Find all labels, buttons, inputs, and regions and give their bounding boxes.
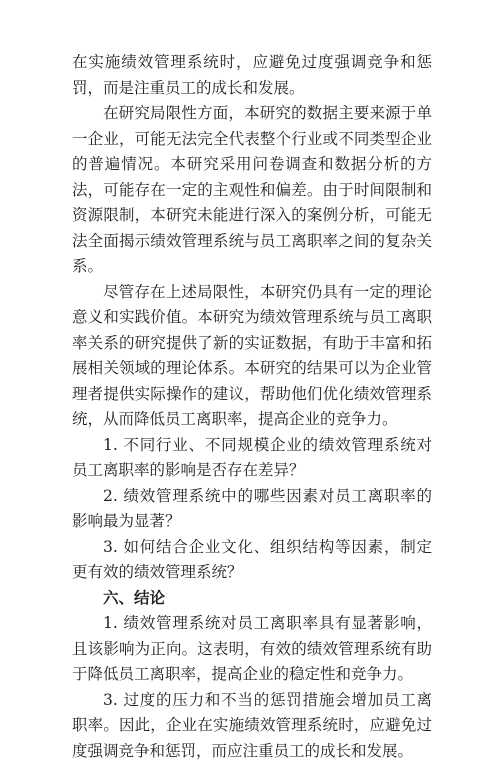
conclusion-3: 3. 过度的压力和不当的惩罚措施会增加员工离职率。因此，企业在实施绩效管理系统时，应避免过度强调竞争和惩罚，而应注重员工的成长和发展。 <box>72 688 432 764</box>
paragraph-1: 在实施绩效管理系统时，应避免过度强调竞争和惩罚，而是注重员工的成长和发展。 <box>72 50 432 101</box>
section-heading: 六、结论 <box>72 586 432 612</box>
conclusion-1: 1. 绩效管理系统对员工离职率具有显著影响，且该影响为正向。这表明，有效的绩效管理系统有助于降低员工离职率，提高企业的稳定性和竞争力。 <box>72 611 432 688</box>
list-item-1: 1. 不同行业、不同规模企业的绩效管理系统对员工离职率的影响是否存在差异？ <box>72 433 432 484</box>
paragraph-2: 在研究局限性方面，本研究的数据主要来源于单一企业，可能无法完全代表整个行业或不同类型企业的普遍情况。本研究采用问卷调查和数据分析的方法，可能存在一定的主观性和偏差。由于时间限制和资源限制，本研究未能进行深入的案例分析，可能无法全面揭示绩效管理系统与员工离职率之间的复杂关系。 <box>72 101 432 280</box>
paragraph-3: 尽管存在上述局限性，本研究仍具有一定的理论意义和实践价值。本研究为绩效管理系统与员工离职率关系的研究提供了新的实证数据，有助于丰富和拓展相关领域的理论体系。本研究的结果可以为企业管理者提供实际操作的建议，帮助他们优化绩效管理系统，从而降低员工离职率，提高企业的竞争力。 <box>72 280 432 433</box>
document-body <box>72 50 432 764</box>
list-item-2: 2. 绩效管理系统中的哪些因素对员工离职率的影响最为显著？ <box>72 484 432 535</box>
list-item-3: 3. 如何结合企业文化、组织结构等因素，制定更有效的绩效管理系统？ <box>72 535 432 586</box>
